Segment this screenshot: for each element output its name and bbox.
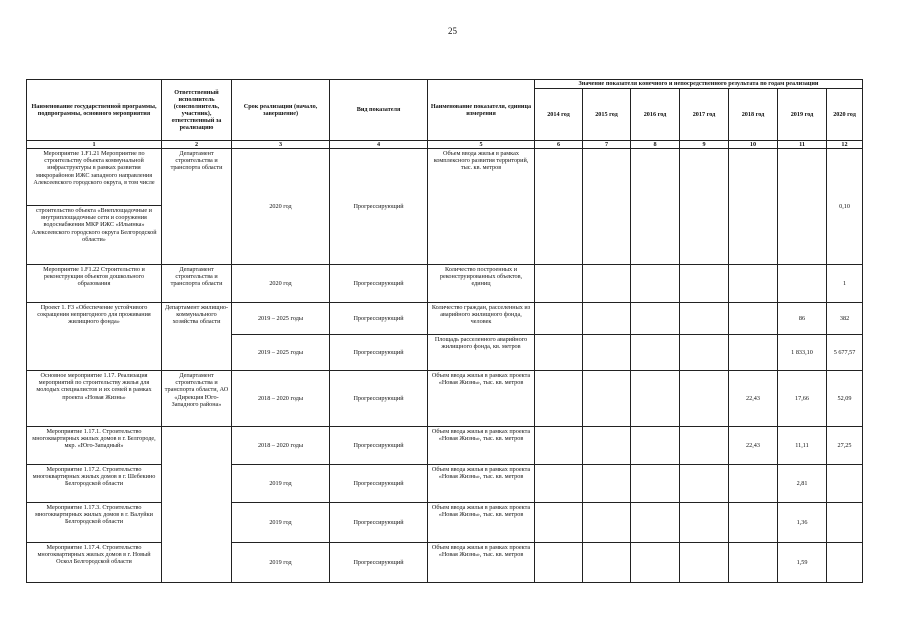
- row-4-type: Прогрессирующий: [330, 371, 428, 427]
- row-6-value-2019: 2,81: [778, 465, 827, 503]
- column-number: 6: [535, 141, 583, 149]
- column-number: 8: [631, 141, 680, 149]
- row-3-executor: Департамент жилищно-коммунального хозяйства области: [162, 303, 232, 371]
- header-year-2017: 2017 год: [680, 89, 729, 141]
- header-year-2019: 2019 год: [778, 89, 827, 141]
- row-5-value-2019: 11,11: [778, 427, 827, 465]
- row-2-executor: Департамент строительства и транспорта области: [162, 265, 232, 303]
- row-3a-value-2019: 86: [778, 303, 827, 335]
- row-7-value-2019: 1,36: [778, 503, 827, 543]
- row-7-period: 2019 год: [232, 503, 330, 543]
- row-7-indicator: Объем ввода жилья в рамках проекта «Новая Жизнь», тыс. кв. метров: [428, 503, 535, 543]
- row-5-value-2020: 27,25: [827, 427, 863, 465]
- row-8-name: Мероприятие 1.17.4. Строительство многоквартирных жилых домов в г. Новый Оскол Белгородской области: [27, 543, 162, 583]
- header-executor: Ответственный исполнитель (соисполнитель, участник), ответственный за реализацию: [162, 80, 232, 141]
- row-3b-value-2020: 5 677,57: [827, 335, 863, 371]
- header-year-2016: 2016 год: [631, 89, 680, 141]
- row-3a-value-2020: 382: [827, 303, 863, 335]
- header-year-2015: 2015 год: [583, 89, 631, 141]
- row-1-name: Мероприятие 1.F1.21 Мероприятие по строительству объекта коммунальной инфраструктуры в рамках развития микрорайонов ИЖС западного направления Алексеевского городского округа, в том числе: [27, 149, 162, 206]
- row-2-value-2020: 1: [827, 265, 863, 303]
- row-4-executor: Департамент строительства и транспорта области, АО «Дирекция Юго-Западного района»: [162, 371, 232, 427]
- row-4-value-2020: 52,09: [827, 371, 863, 427]
- row-1-name-detail: строительство объекта «Внеплощадочные и внутриплощадочные сети и сооружения водоснабжения МКР ИЖС «Ильинка» Алексеевского городского округа Белгородской области»: [27, 206, 162, 265]
- column-number: 4: [330, 141, 428, 149]
- row-1-type: Прогрессирующий: [330, 149, 428, 265]
- column-number: 2: [162, 141, 232, 149]
- indicators-table: [26, 79, 863, 583]
- row-8-period: 2019 год: [232, 543, 330, 583]
- row-5-name: Мероприятие 1.17.1. Строительство многоквартирных жилых домов в г. Белгороде, мкр. «Юго-Западный»: [27, 427, 162, 465]
- row-2-period: 2020 год: [232, 265, 330, 303]
- row-7-type: Прогрессирующий: [330, 503, 428, 543]
- row-2-name: Мероприятие 1.F1.22 Строительство и реконструкция объектов дошкольного образования: [27, 265, 162, 303]
- header-year-2018: 2018 год: [729, 89, 778, 141]
- column-number: 1: [27, 141, 162, 149]
- row-5-period: 2018 – 2020 годы: [232, 427, 330, 465]
- header-indicator-name: Наименование показателя, единица измерения: [428, 80, 535, 141]
- column-number: 10: [729, 141, 778, 149]
- row-4-value-2019: 17,66: [778, 371, 827, 427]
- column-number: 9: [680, 141, 729, 149]
- header-indicator-type: Вид показателя: [330, 80, 428, 141]
- row-3b-type: Прогрессирующий: [330, 335, 428, 371]
- column-number: 3: [232, 141, 330, 149]
- row-6-period: 2019 год: [232, 465, 330, 503]
- row-3a-period: 2019 – 2025 годы: [232, 303, 330, 335]
- row-3b-value-2019: 1 833,10: [778, 335, 827, 371]
- row-5-type: Прогрессирующий: [330, 427, 428, 465]
- row-1-executor: Департамент строительства и транспорта области: [162, 149, 232, 265]
- row-8-indicator: Объем ввода жилья в рамках проекта «Новая Жизнь», тыс. кв. метров: [428, 543, 535, 583]
- row-4-indicator: Объем ввода жилья в рамках проекта «Новая Жизнь», тыс. кв. метров: [428, 371, 535, 427]
- column-number: 12: [827, 141, 863, 149]
- column-number: 5: [428, 141, 535, 149]
- header-period: Срок реализации (начало, завершение): [232, 80, 330, 141]
- page-number: 25: [448, 26, 457, 36]
- row-8-value-2019: 1,59: [778, 543, 827, 583]
- row-6-indicator: Объем ввода жилья в рамках проекта «Новая Жизнь», тыс. кв. метров: [428, 465, 535, 503]
- row-5-indicator: Объем ввода жилья в рамках проекта «Новая Жизнь», тыс. кв. метров: [428, 427, 535, 465]
- row-7-name: Мероприятие 1.17.3. Строительство многоквартирных жилых домов в г. Валуйки Белгородской области: [27, 503, 162, 543]
- header-program-name: Наименование государственной программы, подпрограммы, основного мероприятия: [27, 80, 162, 141]
- row-5-value-2018: 22,43: [729, 427, 778, 465]
- row-3b-indicator: Площадь расселенного аварийного жилищного фонда, кв. метров: [428, 335, 535, 371]
- row-1-period: 2020 год: [232, 149, 330, 265]
- row-8-type: Прогрессирующий: [330, 543, 428, 583]
- row-6-name: Мероприятие 1.17.2. Строительство многоквартирных жилых домов в г. Шебекино Белгородской области: [27, 465, 162, 503]
- row-3b-period: 2019 – 2025 годы: [232, 335, 330, 371]
- row-1-value-2020: 0,10: [827, 149, 863, 265]
- header-values-group: Значение показателя конечного и непосредственного результата по годам реализации: [535, 80, 863, 89]
- column-number: 11: [778, 141, 827, 149]
- row-4-name: Основное мероприятие 1.17. Реализация мероприятий по строительству жилья для молодых специалистов и их семей в рамках проекта «Новая Жизнь»: [27, 371, 162, 427]
- row-5-8-executor: [162, 427, 232, 583]
- row-3a-type: Прогрессирующий: [330, 303, 428, 335]
- row-3a-indicator: Количество граждан, расселенных из аварийного жилищного фонда, человек: [428, 303, 535, 335]
- row-2-indicator: Количество построенных и реконструированных объектов, единиц: [428, 265, 535, 303]
- row-3-name: Проект 1. F3 «Обеспечение устойчивого сокращения непригодного для проживания жилищного фонда»: [27, 303, 162, 371]
- row-2-type: Прогрессирующий: [330, 265, 428, 303]
- column-number: 7: [583, 141, 631, 149]
- header-year-2020: 2020 год: [827, 89, 863, 141]
- row-4-period: 2018 – 2020 годы: [232, 371, 330, 427]
- row-4-value-2018: 22,43: [729, 371, 778, 427]
- row-1-indicator: Объем ввода жилья в рамках комплексного развития территорий, тыс. кв. метров: [428, 149, 535, 265]
- header-year-2014: 2014 год: [535, 89, 583, 141]
- row-6-type: Прогрессирующий: [330, 465, 428, 503]
